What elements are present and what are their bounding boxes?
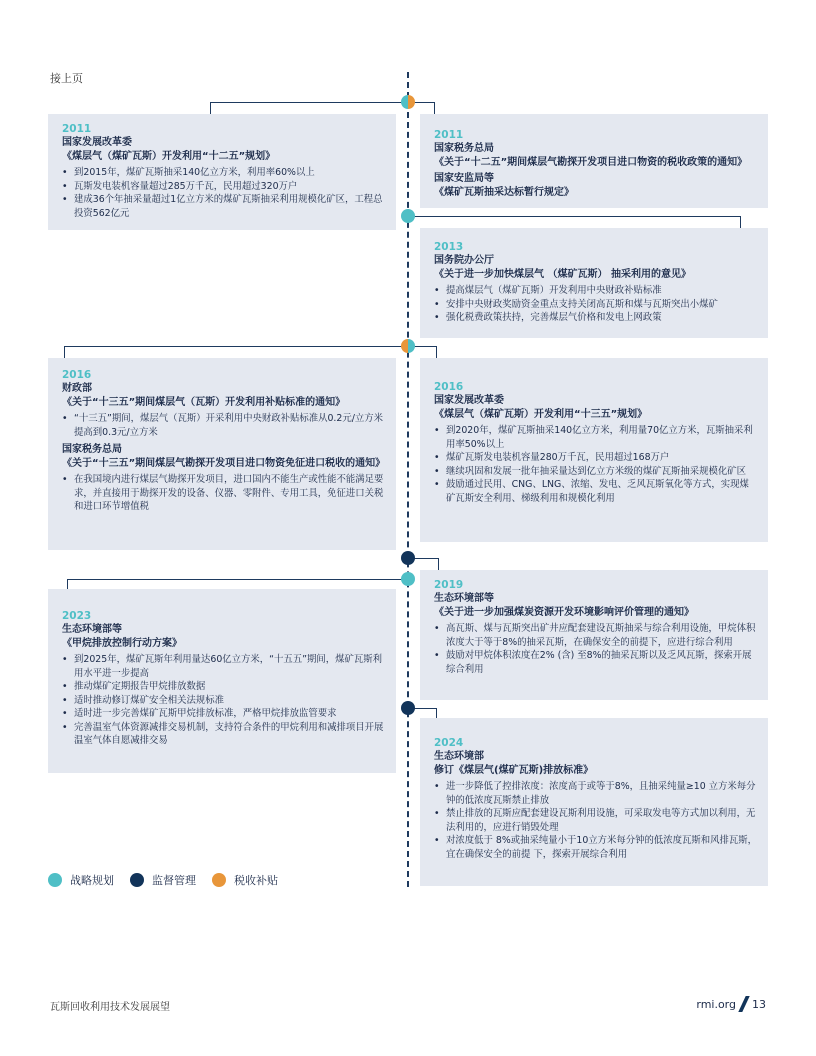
entry-year: 2019 <box>434 579 464 591</box>
entry-year: 2013 <box>434 241 464 253</box>
entry-year: 2016 <box>62 369 92 381</box>
entry-year: 2016 <box>434 381 464 393</box>
entry-doc: 《关于进一步加快煤层气 （煤矿瓦斯） 抽采利用的意见》 <box>434 269 691 280</box>
legend-label: 税收补贴 <box>234 874 278 887</box>
entry-org-2: 国家税务总局 <box>62 444 122 455</box>
footer-title: 瓦斯回收利用技术发展展望 <box>50 1002 170 1013</box>
entry-org: 生态环境部等 <box>434 593 494 604</box>
entry-2016-mof <box>48 358 396 550</box>
legend-label: 监督管理 <box>152 874 196 887</box>
list-item: • 到2020年，煤矿瓦斯抽采140亿立方米，利用量70亿立方米，瓦斯抽采利用率50%以上 <box>434 424 758 451</box>
list-item: • 到2015年，煤矿瓦斯抽采140亿立方米，利用率60%以上 <box>62 166 386 180</box>
entry-2019 <box>420 570 768 700</box>
list-item: • 鼓励通过民用、CNG、LNG、浓缩、发电、乏风瓦斯氧化等方式，实现煤矿瓦斯安全利用、梯级利用和规模化利用 <box>434 478 758 505</box>
legend-item-tax <box>212 872 278 888</box>
list-item: • 完善温室气体资源减排交易机制，支持符合条件的甲烷利用和减排项目开展温室气体自愿减排交易 <box>62 721 386 748</box>
footer-site: rmi.org <box>696 997 736 1011</box>
list-item: • 高瓦斯、煤与瓦斯突出矿井应配套建设瓦斯抽采与综合利用设施，甲烷体积浓度大于等于8%的抽采瓦斯，在确保安全的前提下，应进行综合利用 <box>434 622 758 649</box>
entry-2024 <box>420 718 768 886</box>
entry-items <box>62 166 386 220</box>
entry-items-2 <box>62 473 386 514</box>
list-item: • 安排中央财政奖励资金重点支持关闭高瓦斯和煤与瓦斯突出小煤矿 <box>434 298 758 312</box>
connector <box>413 708 437 709</box>
entry-doc: 《甲烷排放控制行动方案》 <box>62 638 182 649</box>
orange-dot-icon <box>212 873 226 887</box>
timeline-node-2023 <box>401 572 415 586</box>
entry-doc: 《煤层气（煤矿瓦斯）开发利用“十三五”规划》 <box>434 409 648 420</box>
teal-dot-icon <box>48 873 62 887</box>
entry-items <box>434 622 758 676</box>
legend <box>48 872 294 888</box>
timeline-axis <box>407 72 409 887</box>
navy-dot-icon <box>130 873 144 887</box>
entry-2011-ndrc <box>48 114 396 230</box>
entry-year: 2024 <box>434 737 464 749</box>
entry-year: 2011 <box>62 123 92 135</box>
timeline-node-2016 <box>401 339 415 353</box>
entry-items <box>434 284 758 325</box>
legend-label: 战略规划 <box>70 874 114 887</box>
entry-doc: 《煤层气（煤矿瓦斯）开发利用“十二五”规划》 <box>62 151 276 162</box>
list-item: • 煤矿瓦斯发电装机容量280万千瓦，民用超过168万户 <box>434 451 758 465</box>
list-item: • 适时推动修订煤矿安全相关法规标准 <box>62 694 386 708</box>
connector <box>210 102 211 114</box>
list-item: • 鼓励对甲烷体积浓度在2% (含) 至8%的抽采瓦斯以及乏风瓦斯，探索开展综合利用 <box>434 649 758 676</box>
connector <box>64 346 65 358</box>
timeline-node-2013 <box>401 209 415 223</box>
entry-doc-2: 《关于“十三五”期间煤层气勘探开发项目进口物资免征进口税收的通知》 <box>62 458 386 469</box>
entry-2011-tax <box>420 114 768 208</box>
list-item: • 进一步降低了控排浓度：浓度高于或等于8%，且抽采纯量≥10 立方米每分钟的低浓度瓦斯禁止排放 <box>434 780 758 807</box>
list-item: • 提高煤层气（煤矿瓦斯）开发利用中央财政补贴标准 <box>434 284 758 298</box>
connector <box>436 346 437 358</box>
entry-items <box>62 653 386 748</box>
entry-doc: 《关于“十三五”期间煤层气（瓦斯）开发利用补贴标准的通知》 <box>62 397 346 408</box>
entry-org: 生态环境部 <box>434 751 484 762</box>
legend-item-strategy <box>48 872 114 888</box>
entry-org: 生态环境部等 <box>62 624 122 635</box>
connector <box>210 102 403 103</box>
entry-doc-2: 《煤矿瓦斯抽采达标暂行规定》 <box>434 187 574 198</box>
entry-2013 <box>420 228 768 338</box>
list-item: • 适时进一步完善煤矿瓦斯甲烷排放标准，严格甲烷排放监管要求 <box>62 707 386 721</box>
entry-org: 国家税务总局 <box>434 143 494 154</box>
entry-org: 国家发展改革委 <box>434 395 504 406</box>
list-item: • 禁止排放的瓦斯应配套建设瓦斯利用设施，可采取发电等方式加以利用，无法利用的，应进行销毁处理 <box>434 807 758 834</box>
list-item: • 推动煤矿定期报告甲烷排放数据 <box>62 680 386 694</box>
connector <box>413 102 435 103</box>
connector <box>436 708 437 718</box>
continued-label: 接上页 <box>50 72 83 85</box>
footer-page-info <box>696 996 766 1012</box>
entry-org: 财政部 <box>62 383 92 394</box>
timeline-node-2019 <box>401 551 415 565</box>
list-item: • 强化税费政策扶持，完善煤层气价格和发电上网政策 <box>434 311 758 325</box>
entry-items <box>434 424 758 505</box>
entry-2023 <box>48 589 396 773</box>
entry-2016-ndrc <box>420 358 768 542</box>
connector <box>413 558 439 559</box>
list-item: • 对浓度低于 8%或抽采纯量小于10立方米每分钟的低浓度瓦斯和风排瓦斯，宜在确保安全的前提 下，探索开展综合利用 <box>434 834 758 861</box>
list-item: • 到2025年，煤矿瓦斯年利用量达60亿立方米，“十五五”期间，煤矿瓦斯利用水平进一步提高 <box>62 653 386 680</box>
connector <box>438 558 439 570</box>
connector <box>67 579 68 589</box>
entry-year: 2011 <box>434 129 464 141</box>
entry-items <box>434 780 758 861</box>
connector <box>64 346 403 347</box>
connector <box>740 216 741 228</box>
list-item: • 继续巩固和发展一批年抽采量达到亿立方米级的煤矿瓦斯抽采规模化矿区 <box>434 465 758 479</box>
entry-doc: 修订《煤层气(煤矿瓦斯)排放标准》 <box>434 765 594 776</box>
entry-org: 国家发展改革委 <box>62 137 132 148</box>
connector <box>67 579 403 580</box>
connector <box>434 102 435 114</box>
page-number: 13 <box>752 997 766 1011</box>
list-item: • 瓦斯发电装机容量超过285万千瓦，民用超过320万户 <box>62 180 386 194</box>
connector <box>413 346 437 347</box>
legend-item-supervision <box>130 872 196 888</box>
entry-year: 2023 <box>62 610 92 622</box>
list-item: • 建成36个年抽采量超过1亿立方米的煤矿瓦斯抽采利用规模化矿区，工程总投资562亿元 <box>62 193 386 220</box>
entry-doc: 《关于“十二五”期间煤层气勘探开发项目进口物资的税收政策的通知》 <box>434 157 748 168</box>
entry-org-2: 国家安监局等 <box>434 173 494 184</box>
list-item: • “十三五”期间，煤层气（瓦斯）开采利用中央财政补贴标准从0.2元/立方米提高到0.3元/立方米 <box>62 412 386 439</box>
entry-items <box>62 412 386 439</box>
slash-icon <box>738 996 749 1012</box>
entry-org: 国务院办公厅 <box>434 255 494 266</box>
connector <box>413 216 741 217</box>
entry-doc: 《关于进一步加强煤炭资源开发环境影响评价管理的通知》 <box>434 607 694 618</box>
list-item: • 在我国境内进行煤层气勘探开发项目，进口国内不能生产或性能不能满足要求，并直接用于勘探开发的设备、仪器、零附件、专用工具，免征进口关税和进口环节增值税 <box>62 473 386 514</box>
timeline-node-2011 <box>401 95 415 109</box>
timeline-node-2024 <box>401 701 415 715</box>
